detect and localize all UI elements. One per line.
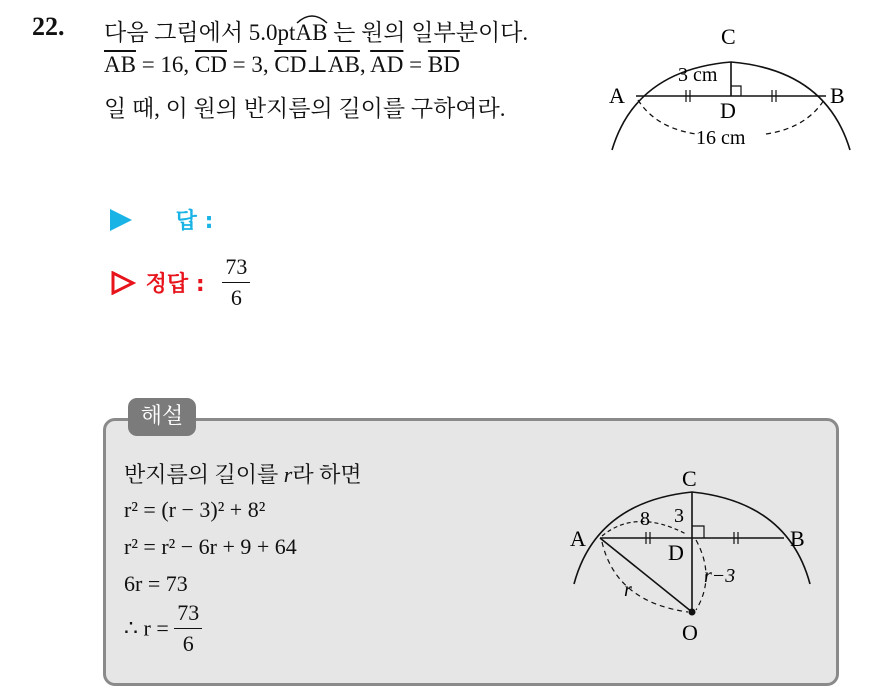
- question-line-3: 일 때, 이 원의 반지름의 길이를 구하여라.: [104, 96, 506, 121]
- answer-marker-icon: [110, 209, 132, 231]
- label-a: A: [609, 83, 625, 108]
- correct-label: 정답 :: [145, 272, 205, 297]
- solution-fraction: $\frac{73}{6}$: [174, 598, 202, 659]
- correct-fraction: $\frac{73}{6}$: [222, 252, 250, 313]
- correct-marker-icon: [110, 271, 136, 295]
- bot-label-c: C: [682, 466, 697, 491]
- solution-line-5: ∴ r = $\frac{73}{6}$: [124, 598, 202, 659]
- solution-line-4: 6r = 73: [124, 571, 188, 596]
- answer-label: 답 :: [175, 209, 214, 234]
- solution-line-1: 반지름의 길이를 r라 하면: [124, 462, 362, 487]
- bot-label-o: O: [682, 620, 698, 645]
- arc-mark-icon: [295, 12, 329, 24]
- arc-ab: AB: [295, 20, 327, 46]
- label-b: B: [830, 83, 845, 108]
- label-3cm: 3 cm: [678, 64, 718, 86]
- answer-row: [110, 204, 213, 235]
- bot-label-3: 3: [674, 505, 684, 527]
- figure-circle-segment: [606, 20, 856, 156]
- solution-line-3: r² = r² − 6r + 9 + 64: [124, 534, 297, 559]
- solution-line-2: r² = (r − 3)² + 8²: [124, 497, 266, 522]
- question-line-1: 다음 그림에서 5.0pt AB 는 원의 일부분이다.: [104, 14, 528, 47]
- bot-label-a: A: [570, 526, 586, 551]
- question-line-2: $\overline{AB} = 16$, $\overline{CD} = 3$, $\overline{CD}\perp\overline{AB}$, $\overline{AD} = \overline{BD}$: [104, 52, 460, 77]
- label-16cm: 16 cm: [696, 127, 746, 149]
- solution-tag: 해설: [128, 398, 196, 436]
- bot-label-8: 8: [640, 508, 650, 530]
- bot-label-d: D: [668, 540, 684, 565]
- correct-answer-row: [110, 252, 250, 313]
- figure-solution-circle: [566, 462, 816, 646]
- question-number: 22.: [32, 12, 65, 41]
- label-d: D: [720, 98, 736, 123]
- bot-label-b: B: [790, 526, 805, 551]
- bot-label-r3: r−3: [704, 565, 736, 587]
- bot-label-r: r: [624, 579, 632, 601]
- label-c: C: [721, 24, 736, 49]
